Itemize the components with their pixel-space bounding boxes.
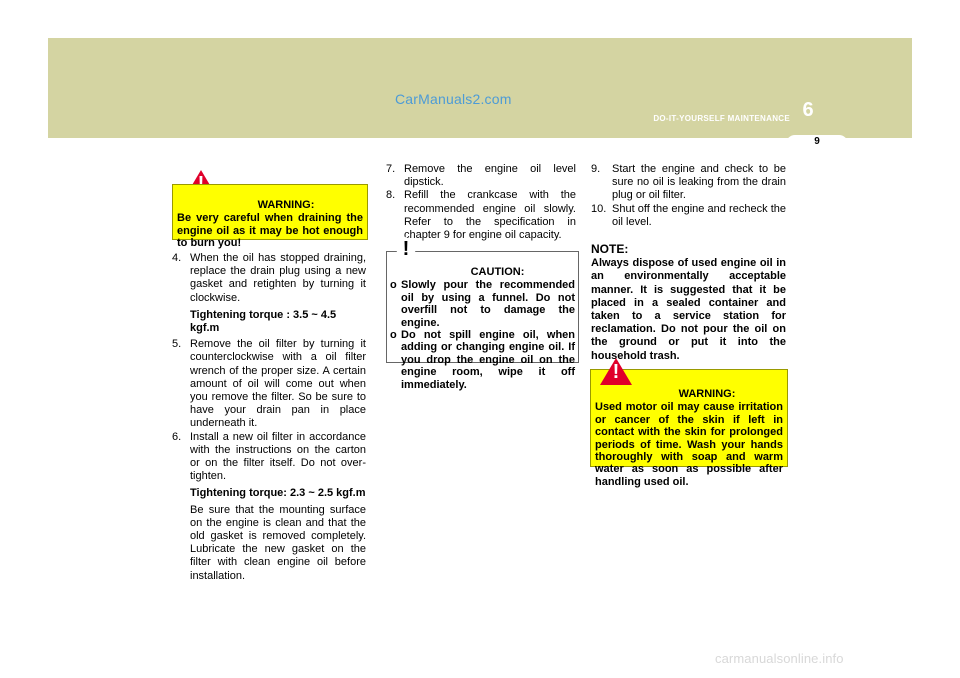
caution-item bbox=[390, 279, 575, 329]
footer-watermark[interactable]: carmanualsonline.info bbox=[715, 651, 844, 666]
step-8 bbox=[386, 189, 576, 242]
warning-box-drain bbox=[172, 184, 368, 250]
step-text: Start the engine and check to be sure no oil is leaking from the drain plug or oil filter. bbox=[612, 163, 786, 202]
note-heading: NOTE: bbox=[591, 242, 629, 257]
step-4 bbox=[172, 252, 366, 305]
caution-text: Slowly pour the recommended oil by using a funnel. Do not overfill not to damage the engine. bbox=[401, 279, 575, 329]
warning-heading: WARNING: bbox=[678, 388, 736, 400]
warning-text: Be very careful when draining the engine oil as it may be hot enough to burn you! bbox=[177, 212, 363, 250]
chapter-title: DO-IT-YOURSELF MAINTENANCE bbox=[653, 114, 790, 123]
exclamation-icon: ! bbox=[402, 238, 410, 260]
step-5 bbox=[172, 338, 366, 430]
column-middle bbox=[386, 163, 576, 242]
step-6-note: Be sure that the mounting surface on the engine is clean and that the old gasket is removed completely. Lubricate the new gasket on the filter with clean engine oil before installation. bbox=[190, 503, 366, 582]
step-text: Shut off the engine and recheck the oil level. bbox=[612, 202, 786, 228]
chapter-number: 6 bbox=[802, 99, 814, 121]
exclamation-icon: ! bbox=[612, 361, 620, 383]
torque-spec-1: Tightening torque : 3.5 ~ 4.5 kgf.m bbox=[190, 308, 337, 335]
step-number: 7. bbox=[386, 163, 396, 175]
caution-box bbox=[386, 251, 579, 391]
step-text: Install a new oil filter in accordance with the instructions on the carton or on the filter itself. Do not over-tighten. bbox=[190, 430, 366, 483]
torque-spec-2: Tightening torque: 2.3 ~ 2.5 kgf.m bbox=[190, 487, 366, 500]
step-text: Refill the crankcase with the recommended engine oil slowly. Refer to the specification in chapter 9 for engine oil capacity. bbox=[404, 189, 576, 242]
page-number: 9 bbox=[814, 136, 820, 147]
caution-text: Do not spill engine oil, when adding or changing engine oil. If you drop the engine oil on the engine room, wipe it off immediately. bbox=[401, 329, 575, 391]
step-number: 9. bbox=[591, 163, 601, 175]
column-right bbox=[591, 163, 786, 363]
step-number: 4. bbox=[172, 252, 182, 264]
step-number: 6. bbox=[172, 430, 182, 443]
bullet-marker: o bbox=[390, 279, 397, 292]
step-10 bbox=[591, 203, 786, 229]
step-7 bbox=[386, 163, 576, 189]
step-number: 5. bbox=[172, 338, 182, 351]
step-6 bbox=[172, 431, 366, 484]
bullet-marker: o bbox=[390, 329, 397, 342]
caution-heading: CAUTION: bbox=[470, 266, 525, 278]
caution-item bbox=[390, 329, 575, 391]
header-band bbox=[48, 38, 912, 138]
step-text: When the oil has stopped draining, replace the drain plug using a new gasket and retighten by turning it clockwise. bbox=[190, 252, 366, 304]
step-text: Remove the engine oil level dipstick. bbox=[404, 163, 576, 189]
warning-heading: WARNING: bbox=[257, 199, 315, 211]
column-left bbox=[172, 252, 366, 583]
step-number: 8. bbox=[386, 189, 396, 202]
header-watermark[interactable]: CarManuals2.com bbox=[395, 91, 512, 107]
step-text: Remove the oil filter by turning it counterclockwise with a oil filter wrench of the proper size. A certain amount of oil will come out when you remove the filter. So be sure to have your drain pan in place underneath it. bbox=[190, 338, 366, 430]
step-number: 10. bbox=[591, 202, 607, 215]
step-9 bbox=[591, 163, 786, 203]
warning-text: Used motor oil may cause irritation or cancer of the skin if left in contact with the skin for prolonged periods of time. Wash your hands thoroughly with soap and warm water as soon as possible after handling used oil. bbox=[595, 401, 783, 488]
note-text: Always dispose of used engine oil in an environmentally acceptable manner. It is suggested that it be placed in a sealed container and taken to a service station for reclamation. Do not pour the oil on the ground or put it into the household trash. bbox=[591, 257, 786, 362]
